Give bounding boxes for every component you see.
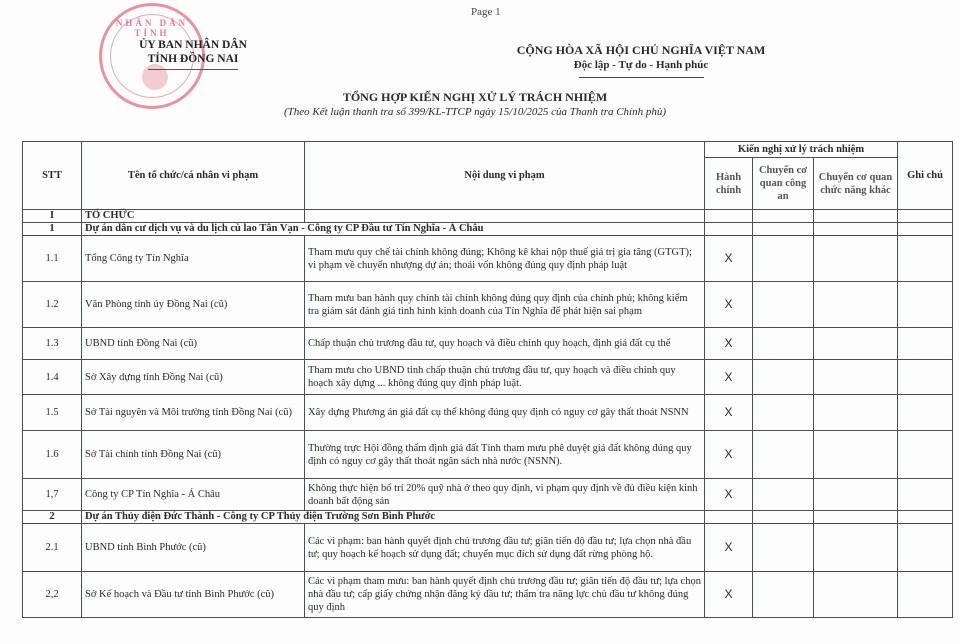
table-row: [23, 282, 953, 328]
row-stt: 1.3: [23, 328, 82, 360]
section-row: [23, 210, 953, 223]
header-police: Chuyển cơ quan công an: [753, 158, 814, 210]
header-stt: STT: [23, 142, 82, 210]
row-stt: 1.4: [23, 360, 82, 395]
row-stt: 2.1: [23, 524, 82, 572]
row-note: [898, 395, 953, 431]
row-note: [898, 236, 953, 282]
row-other: [814, 328, 898, 360]
row-content: Xây dựng Phương án giá đất cụ thể không đúng quy định có nguy cơ gây thất thoát NSNN: [305, 395, 705, 431]
row-name: UBND tỉnh Đồng Nai (cũ): [82, 328, 305, 360]
row-note: [898, 524, 953, 572]
row-police: [753, 572, 814, 618]
row-content: Tham mưu quy chế tài chính không đúng; Không kê khai nộp thuế giá trị gia tăng (GTGT); vi phạm về chuyển nhượng dự án; thoái vốn không đúng quy định pháp luật: [305, 236, 705, 282]
org-line-2: TỈNH ĐỒNG NAI: [147, 53, 239, 65]
nation-name: CỘNG HÒA XÃ HỘI CHỦ NGHĨA VIỆT NAM: [516, 43, 766, 57]
row-other: [814, 236, 898, 282]
row-admin-mark: X: [705, 328, 753, 360]
row-name: UBND tỉnh Bình Phước (cũ): [82, 524, 305, 572]
row-note: [898, 360, 953, 395]
row-note: [898, 328, 953, 360]
row-name: Sở Xây dựng tỉnh Đồng Nai (cũ): [82, 360, 305, 395]
row-other: [814, 431, 898, 479]
row-name: Sở Kế hoạch và Đầu tư tỉnh Bình Phước (cũ): [82, 572, 305, 618]
table-row: [23, 572, 953, 618]
project-row: [23, 511, 953, 524]
table-row: [23, 328, 953, 360]
row-police: [753, 282, 814, 328]
row-note: [898, 431, 953, 479]
row-content: Chấp thuận chủ trương đầu tư, quy hoạch và điều chỉnh quy hoạch, định giá đất cụ thể: [305, 328, 705, 360]
row-note: [898, 572, 953, 618]
section-stt: I: [23, 210, 82, 223]
row-name: Sở Tài nguyên và Môi trường tỉnh Đồng Nai (cũ): [82, 395, 305, 431]
motto-underline: [579, 77, 704, 78]
row-name: Tổng Công ty Tín Nghĩa: [82, 236, 305, 282]
section-label: TỔ CHỨC: [82, 210, 305, 223]
document-title: TỔNG HỢP KIẾN NGHỊ XỬ LÝ TRÁCH NHIỆM: [342, 90, 608, 104]
row-content: Các vi phạm: ban hành quyết định chủ trương đầu tư; giãn tiến độ đầu tư; lựa chọn nhà đầu tư; quy hoạch kế hoạch sử dụng đất; chuyển mục đích sử dụng đất rừng phòng hộ.: [305, 524, 705, 572]
responsibility-table: [22, 141, 953, 618]
table-row: [23, 479, 953, 511]
project-label: Dự án dân cư dịch vụ và du lịch cù lao Tân Vạn - Công ty CP Đầu tư Tín Nghĩa - Á Châu: [82, 223, 705, 236]
table-row: [23, 524, 953, 572]
row-police: [753, 360, 814, 395]
header-note: Ghi chú: [898, 142, 953, 210]
row-police: [753, 395, 814, 431]
header-other-agency: Chuyển cơ quan chức năng khác: [814, 158, 898, 210]
row-police: [753, 524, 814, 572]
org-line-1: ỦY BAN NHÂN DÂN: [139, 39, 247, 51]
row-police: [753, 236, 814, 282]
row-name: Công ty CP Tín Nghĩa - Á Châu: [82, 479, 305, 511]
row-police: [753, 431, 814, 479]
table-row: [23, 395, 953, 431]
row-stt: 1,7: [23, 479, 82, 511]
row-stt: 1.1: [23, 236, 82, 282]
table-row: [23, 360, 953, 395]
row-content: Không thực hiện bố trí 20% quỹ nhà ở theo quy định, vi phạm quy định về đủ điều kiện kinh doanh bất động sản: [305, 479, 705, 511]
project-label: Dự án Thủy điện Đức Thành - Công ty CP Thủy điện Trường Sơn Bình Phước: [82, 511, 705, 524]
row-stt: 1.6: [23, 431, 82, 479]
row-other: [814, 479, 898, 511]
row-stt: 1.5: [23, 395, 82, 431]
row-other: [814, 360, 898, 395]
row-admin-mark: X: [705, 236, 753, 282]
row-other: [814, 395, 898, 431]
row-stt: 1.2: [23, 282, 82, 328]
row-other: [814, 282, 898, 328]
header-content: Nội dung vi phạm: [305, 142, 705, 210]
row-note: [898, 479, 953, 511]
header-admin: Hành chính: [705, 158, 753, 210]
header-name: Tên tổ chức/cá nhân vi phạm: [82, 142, 305, 210]
page-label: Page 1: [471, 6, 501, 18]
row-police: [753, 328, 814, 360]
row-admin-mark: X: [705, 395, 753, 431]
seal-text: NHÂN DÂN TỈNH: [115, 18, 189, 38]
table-row: [23, 431, 953, 479]
row-stt: 2,2: [23, 572, 82, 618]
row-admin-mark: X: [705, 282, 753, 328]
row-admin-mark: X: [705, 360, 753, 395]
national-header: [476, 43, 806, 78]
table-row: [23, 236, 953, 282]
row-admin-mark: X: [705, 431, 753, 479]
header-recommendation-group: Kiến nghị xử lý trách nhiệm: [705, 142, 898, 158]
row-note: [898, 282, 953, 328]
row-other: [814, 572, 898, 618]
row-content: Tham mưu cho UBND tỉnh chấp thuận chủ trương đầu tư, quy hoạch và điều chỉnh quy hoạch xây dựng ... không đúng quy định pháp luật.: [305, 360, 705, 395]
issuing-organization: [118, 38, 268, 70]
row-content: Thường trực Hội đồng thẩm định giá đất Tỉnh tham mưu phê duyệt giá đất không đúng quy định có nguy cơ gây thất thoát ngân sách nhà nước (NSNN).: [305, 431, 705, 479]
national-motto: Độc lập - Tự do - Hạnh phúc: [573, 59, 709, 71]
document-subtitle: (Theo Kết luận thanh tra số 399/KL-TTCP ngày 15/10/2025 của Thanh tra Chính phủ): [283, 106, 667, 118]
project-stt: 1: [23, 223, 82, 236]
row-admin-mark: X: [705, 524, 753, 572]
row-content: Tham mưu ban hành quy chính tài chính không đúng quy định của chính phủ; không kiểm tra giám sát đánh giá tình hình kinh doanh của Tín Nghĩa để phát hiện sai phạm: [305, 282, 705, 328]
row-police: [753, 479, 814, 511]
row-content: Các vi phạm tham mưu: ban hành quyết định chủ trương đầu tư; giãn tiến độ đầu tư; lựa chọn nhà đầu tư; cấp giấy chứng nhận đăng ký đầu tư; thẩm tra năng lực chủ đầu tư không đúng quy định: [305, 572, 705, 618]
row-admin-mark: X: [705, 479, 753, 511]
project-row: [23, 223, 953, 236]
org-underline: [148, 69, 238, 70]
project-stt: 2: [23, 511, 82, 524]
row-other: [814, 524, 898, 572]
row-admin-mark: X: [705, 572, 753, 618]
row-name: Sở Tài chính tỉnh Đồng Nai (cũ): [82, 431, 305, 479]
row-name: Văn Phòng tỉnh ủy Đồng Nai (cũ): [82, 282, 305, 328]
